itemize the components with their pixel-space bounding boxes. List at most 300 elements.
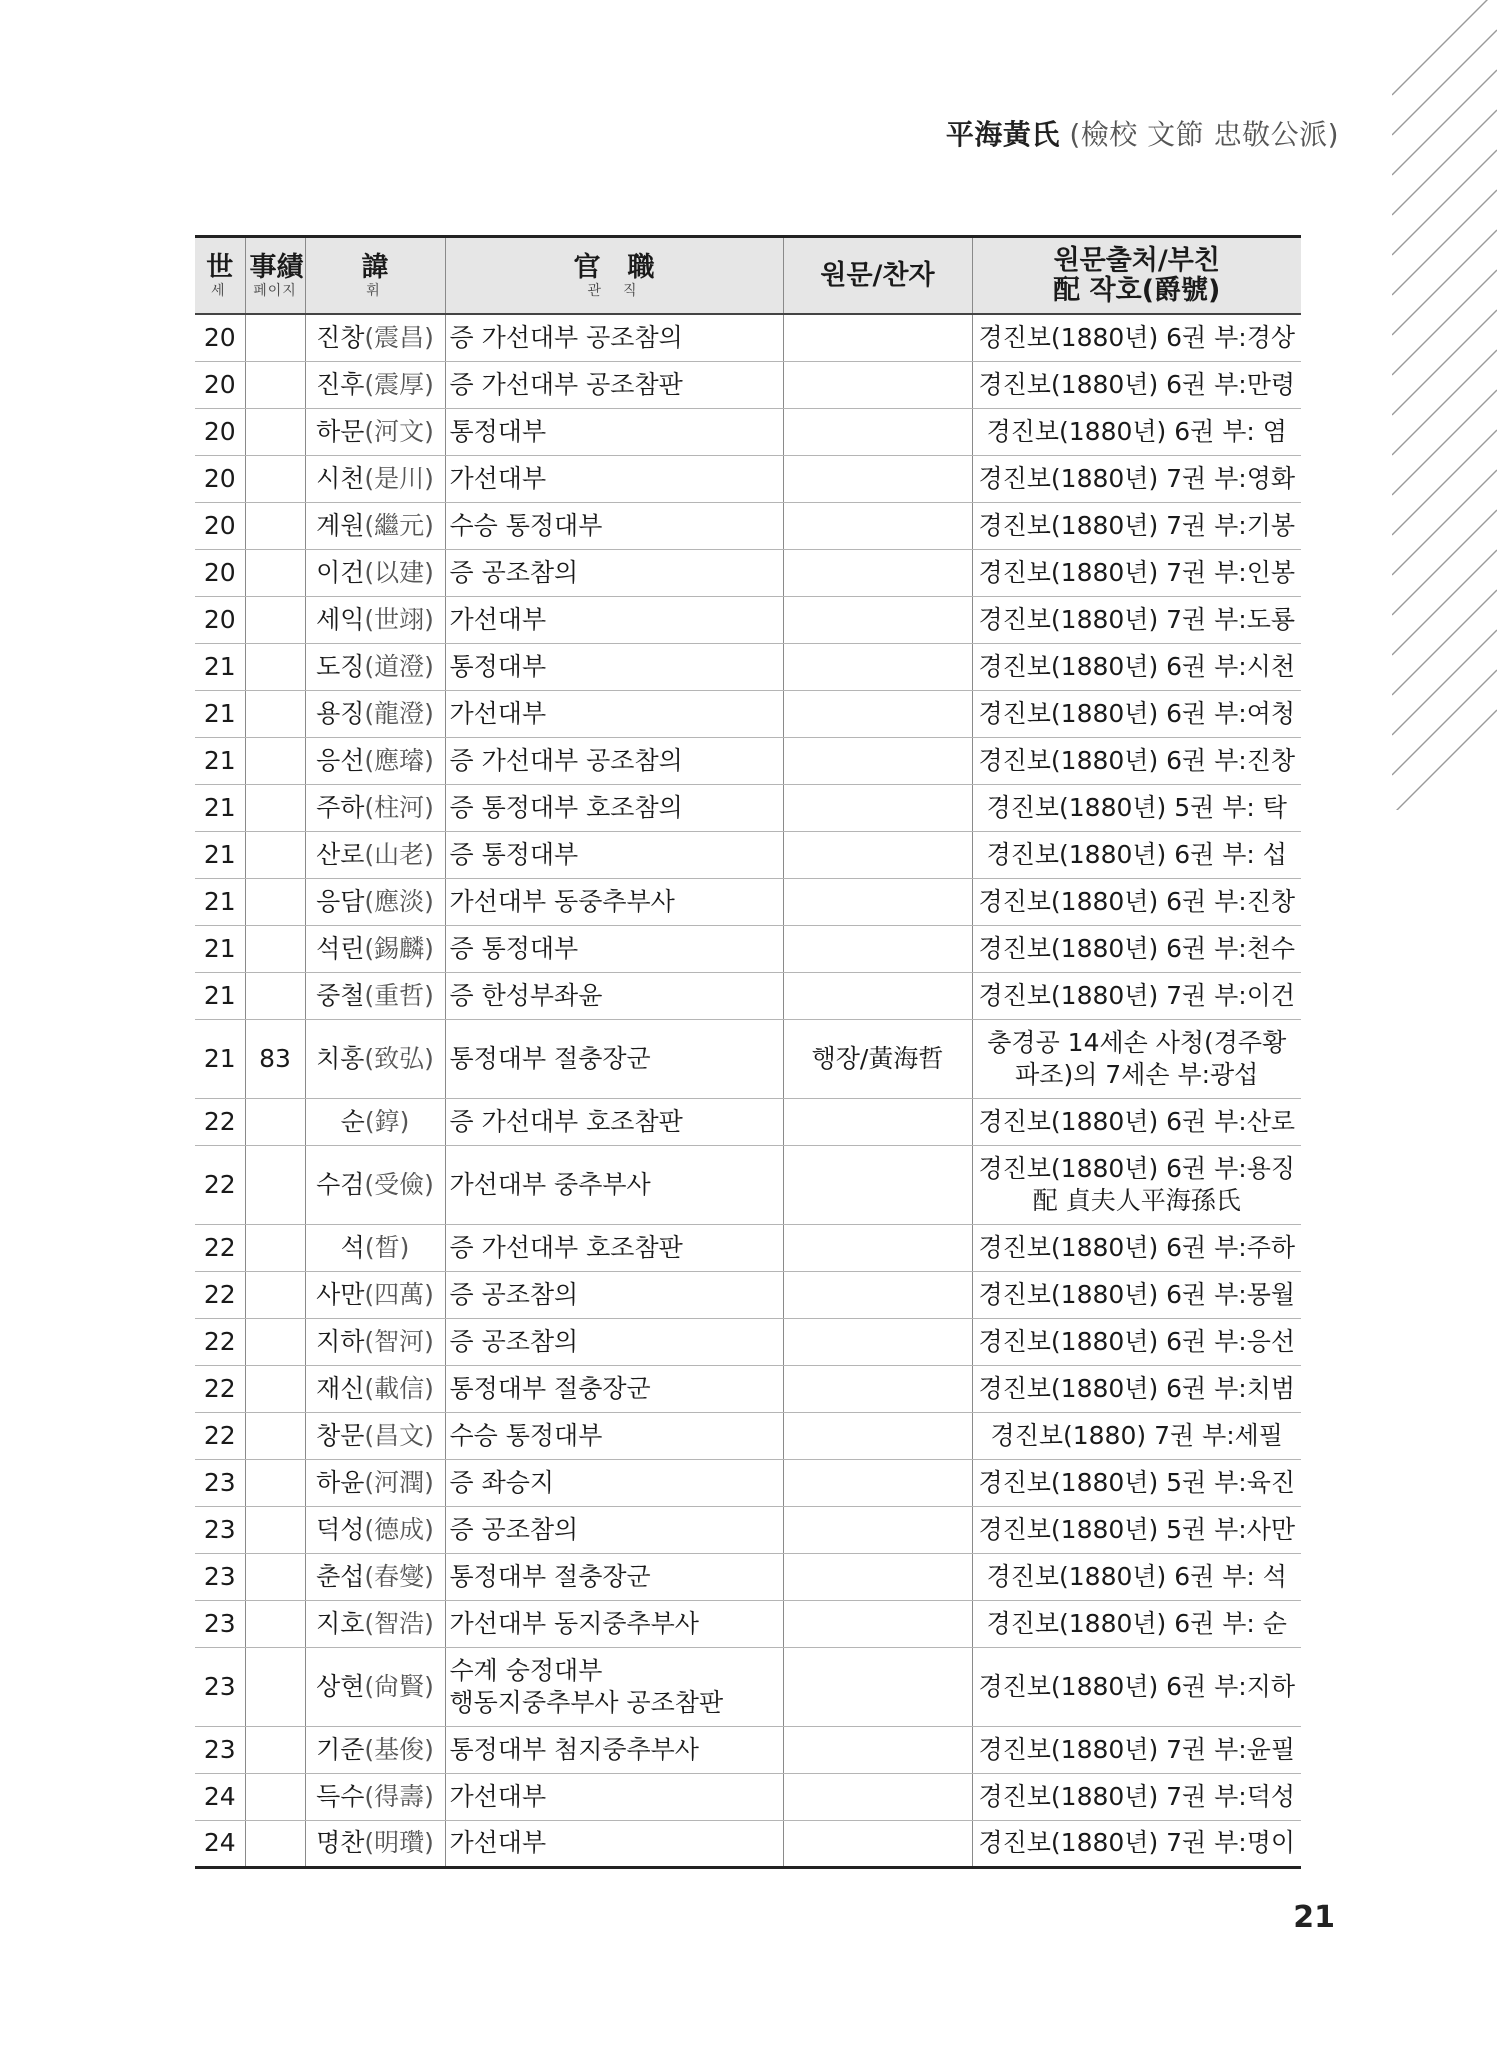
column-header-original-author: 원문/찬자: [783, 237, 972, 315]
source-line: 경진보(1880년) 6권 부:경상: [978, 322, 1296, 352]
cell-generation: [195, 690, 245, 737]
cell-original-author: [783, 502, 972, 549]
generation-value: 23: [203, 1608, 236, 1638]
cell-page: [245, 314, 305, 361]
cell-original-author: [783, 1412, 972, 1459]
cell-office: [445, 549, 783, 596]
source-line: 충경공 14세손 사청(경주황: [987, 1027, 1287, 1057]
cell-name: [305, 1412, 445, 1459]
table-row: [195, 831, 1301, 878]
office-line: 증 한성부좌윤: [449, 980, 603, 1010]
cell-original-author: [783, 408, 972, 455]
cell-source-father: [972, 1019, 1301, 1098]
cell-page: [245, 1647, 305, 1726]
cell-original-author: [783, 1647, 972, 1726]
generation-value: 21: [203, 698, 236, 728]
office-line: 통정대부 첨지중추부사: [449, 1734, 699, 1764]
cell-name: [305, 1553, 445, 1600]
cell-source-father: [972, 408, 1301, 455]
name-hanja: (錞): [364, 1106, 410, 1136]
cell-generation: [195, 502, 245, 549]
cell-office: [445, 925, 783, 972]
cell-office: [445, 1412, 783, 1459]
cell-generation: [195, 878, 245, 925]
table-row: [195, 1098, 1301, 1145]
source-line: 경진보(1880) 7권 부:세필: [990, 1420, 1283, 1450]
table-row: [195, 361, 1301, 408]
office-line: 가선대부 동중추부사: [449, 886, 675, 916]
generation-value: 21: [203, 745, 236, 775]
cell-office: [445, 1773, 783, 1820]
column-header-page: 事績 페이지: [245, 237, 305, 315]
source-line: 경진보(1880년) 7권 부:영화: [978, 463, 1296, 493]
cell-source-father: [972, 1318, 1301, 1365]
cell-page: [245, 1098, 305, 1145]
cell-original-author: [783, 643, 972, 690]
cell-page: [245, 784, 305, 831]
cell-source-father: [972, 502, 1301, 549]
source-line: 경진보(1880년) 7권 부:이건: [978, 980, 1296, 1010]
source-line: 경진보(1880년) 6권 부:만령: [978, 369, 1296, 399]
source-line: 경진보(1880년) 7권 부:인봉: [978, 557, 1296, 587]
name-hangul: 상현: [316, 1671, 365, 1701]
generation-value: 24: [203, 1781, 236, 1811]
cell-generation: [195, 1365, 245, 1412]
cell-generation: [195, 1647, 245, 1726]
office-line: 통정대부 절충장군: [449, 1373, 651, 1403]
source-line: 경진보(1880년) 6권 부:시천: [978, 651, 1296, 681]
source-line: 경진보(1880년) 6권 부: 석: [986, 1561, 1287, 1591]
name-hanja: (得壽): [364, 1781, 434, 1811]
cell-name: [305, 1145, 445, 1224]
cell-office: [445, 1726, 783, 1773]
cell-page: [245, 455, 305, 502]
source-line: 경진보(1880년) 6권 부:여청: [978, 698, 1296, 728]
table-row: [195, 1553, 1301, 1600]
generation-value: 20: [203, 322, 236, 352]
cell-name: [305, 455, 445, 502]
diagonal-stripes-decoration: [1392, 0, 1497, 810]
name-hanja: (載信): [364, 1373, 434, 1403]
source-line: 경진보(1880년) 6권 부:진창: [978, 886, 1296, 916]
name-hanja: (河文): [364, 416, 434, 446]
cell-name: [305, 690, 445, 737]
table-row: [195, 1506, 1301, 1553]
cell-original-author: [783, 1773, 972, 1820]
name-hangul: 시천: [316, 463, 365, 493]
cell-original-author: [783, 1820, 972, 1867]
cell-source-father: [972, 1726, 1301, 1773]
cell-office: [445, 1019, 783, 1098]
cell-page: [245, 690, 305, 737]
cell-original-author: [783, 1271, 972, 1318]
generation-value: 21: [203, 839, 236, 869]
cell-page: [245, 596, 305, 643]
source-line: 경진보(1880년) 6권 부: 순: [986, 1608, 1287, 1638]
cell-generation: [195, 643, 245, 690]
cell-source-father: [972, 1773, 1301, 1820]
cell-source-father: [972, 737, 1301, 784]
cell-generation: [195, 361, 245, 408]
cell-office: [445, 1271, 783, 1318]
cell-name: [305, 361, 445, 408]
generation-value: 20: [203, 604, 236, 634]
cell-generation: [195, 549, 245, 596]
name-hanja: (柱河): [364, 792, 434, 822]
table-header-row: [195, 237, 1301, 315]
office-line: 통정대부: [449, 651, 547, 681]
name-hangul: 득수: [316, 1781, 365, 1811]
office-line: 통정대부 절충장군: [449, 1043, 651, 1073]
table-row: [195, 1271, 1301, 1318]
source-line: 配 貞夫人平海孫氏: [1032, 1185, 1241, 1215]
office-line: 가선대부: [449, 463, 547, 493]
cell-source-father: [972, 1412, 1301, 1459]
source-line: 경진보(1880년) 6권 부:지하: [978, 1671, 1296, 1701]
cell-office: [445, 1553, 783, 1600]
cell-source-father: [972, 596, 1301, 643]
name-hangul: 춘섭: [316, 1561, 365, 1591]
office-line: 증 통정대부: [449, 839, 579, 869]
cell-page: [245, 1726, 305, 1773]
table-row: [195, 878, 1301, 925]
cell-page: [245, 925, 305, 972]
cell-generation: [195, 596, 245, 643]
cell-source-father: [972, 1098, 1301, 1145]
cell-office: [445, 1647, 783, 1726]
cell-generation: [195, 784, 245, 831]
cell-page: [245, 1318, 305, 1365]
office-line: 증 가선대부 호조참판: [449, 1106, 683, 1136]
source-line: 경진보(1880년) 7권 부:명이: [978, 1828, 1296, 1857]
office-line: 가선대부: [449, 1828, 547, 1857]
cell-office: [445, 1459, 783, 1506]
cell-source-father: [972, 690, 1301, 737]
cell-office: [445, 643, 783, 690]
cell-generation: [195, 1318, 245, 1365]
cell-page: [245, 1412, 305, 1459]
cell-page: [245, 737, 305, 784]
cell-name: [305, 1647, 445, 1726]
generation-value: 21: [203, 933, 236, 963]
table-row: [195, 1820, 1301, 1867]
source-line: 경진보(1880년) 6권 부:천수: [978, 933, 1296, 963]
source-line: 경진보(1880년) 6권 부: 섭: [986, 839, 1287, 869]
generation-value: 22: [203, 1106, 236, 1136]
cell-page: [245, 878, 305, 925]
name-hangul: 주하: [316, 792, 365, 822]
cell-office: [445, 1506, 783, 1553]
source-line: 경진보(1880년) 7권 부:덕성: [978, 1781, 1296, 1811]
cell-name: [305, 1820, 445, 1867]
office-line: 증 공조참의: [449, 557, 579, 587]
table-row: [195, 1600, 1301, 1647]
name-hangul: 도징: [316, 651, 365, 681]
generation-value: 21: [203, 1043, 236, 1073]
generation-value: 23: [203, 1467, 236, 1497]
name-hangul: 진창: [316, 322, 365, 352]
name-hanja: (四萬): [364, 1279, 434, 1309]
cell-generation: [195, 1553, 245, 1600]
generation-value: 23: [203, 1734, 236, 1764]
source-line: 경진보(1880년) 7권 부:기봉: [978, 510, 1296, 540]
office-line: 행동지중추부사 공조참판: [449, 1687, 724, 1717]
table-row: [195, 1459, 1301, 1506]
source-line: 경진보(1880년) 6권 부:응선: [978, 1326, 1296, 1356]
name-hanja: (錫麟): [364, 933, 434, 963]
cell-original-author: [783, 831, 972, 878]
name-hanja: (繼元): [364, 510, 434, 540]
name-hanja: (河潤): [364, 1467, 434, 1497]
cell-original-author: [783, 737, 972, 784]
office-line: 증 가선대부 호조참판: [449, 1232, 683, 1262]
table-row: [195, 596, 1301, 643]
table-row: [195, 1145, 1301, 1224]
table-row: [195, 1647, 1301, 1726]
cell-generation: [195, 831, 245, 878]
cell-page: [245, 549, 305, 596]
cell-original-author: [783, 1019, 972, 1098]
table-row: [195, 784, 1301, 831]
cell-generation: [195, 737, 245, 784]
cell-generation: [195, 1726, 245, 1773]
cell-name: [305, 925, 445, 972]
cell-original-author: [783, 1600, 972, 1647]
generation-value: 24: [203, 1828, 236, 1857]
cell-name: [305, 408, 445, 455]
cell-source-father: [972, 878, 1301, 925]
cell-office: [445, 1365, 783, 1412]
cell-original-author: [783, 1145, 972, 1224]
cell-source-father: [972, 784, 1301, 831]
name-hanja: (山老): [364, 839, 434, 869]
table-row: [195, 925, 1301, 972]
generation-value: 20: [203, 463, 236, 493]
generation-value: 22: [203, 1420, 236, 1450]
name-hangul: 순: [340, 1106, 365, 1136]
cell-source-father: [972, 1600, 1301, 1647]
name-hanja: (重哲): [364, 980, 434, 1010]
running-header-subtitle: (檢校 文節 忠敬公派): [1069, 118, 1339, 151]
source-line: 경진보(1880년) 5권 부:육진: [978, 1467, 1296, 1497]
cell-page: [245, 1019, 305, 1098]
name-hanja: (尙賢): [364, 1671, 434, 1701]
cell-page: [245, 972, 305, 1019]
name-hangul: 세익: [316, 604, 365, 634]
name-hanja: (基俊): [364, 1734, 434, 1764]
cell-name: [305, 1271, 445, 1318]
generation-value: 21: [203, 792, 236, 822]
office-line: 수승 통정대부: [449, 1420, 603, 1450]
generation-value: 23: [203, 1514, 236, 1544]
generation-value: 22: [203, 1326, 236, 1356]
cell-name: [305, 737, 445, 784]
name-hangul: 이건: [316, 557, 365, 587]
name-hangul: 응담: [316, 886, 365, 916]
cell-generation: [195, 925, 245, 972]
name-hangul: 수검: [316, 1169, 365, 1199]
source-line: 경진보(1880년) 6권 부: 염: [986, 416, 1287, 446]
cell-generation: [195, 972, 245, 1019]
name-hanja: (世翊): [364, 604, 434, 634]
cell-source-father: [972, 1506, 1301, 1553]
cell-generation: [195, 314, 245, 361]
table-row: [195, 1412, 1301, 1459]
cell-original-author: [783, 455, 972, 502]
cell-generation: [195, 1098, 245, 1145]
table-body: [195, 314, 1301, 1867]
generation-value: 20: [203, 416, 236, 446]
name-hanja: (道澄): [364, 651, 434, 681]
genealogy-table: [195, 235, 1301, 1869]
cell-page: [245, 1365, 305, 1412]
generation-value: 22: [203, 1279, 236, 1309]
cell-name: [305, 1459, 445, 1506]
cell-original-author: [783, 1224, 972, 1271]
name-hanja: (應璿): [364, 745, 434, 775]
cell-source-father: [972, 1459, 1301, 1506]
cell-name: [305, 502, 445, 549]
name-hanja: (以建): [364, 557, 434, 587]
office-line: 증 가선대부 공조참판: [449, 369, 683, 399]
office-line: 수승 통정대부: [449, 510, 603, 540]
name-hangul: 산로: [316, 839, 365, 869]
cell-original-author: [783, 878, 972, 925]
cell-name: [305, 1506, 445, 1553]
cell-name: [305, 596, 445, 643]
cell-name: [305, 1019, 445, 1098]
name-hanja: (龍澄): [364, 698, 434, 728]
cell-page: [245, 502, 305, 549]
table-row: [195, 737, 1301, 784]
cell-page: [245, 831, 305, 878]
cell-original-author: [783, 925, 972, 972]
generation-value: 22: [203, 1169, 236, 1199]
table-row: [195, 502, 1301, 549]
cell-original-author: [783, 361, 972, 408]
source-line: 경진보(1880년) 7권 부:윤필: [978, 1734, 1296, 1764]
cell-office: [445, 831, 783, 878]
generation-value: 22: [203, 1373, 236, 1403]
cell-office: [445, 314, 783, 361]
cell-name: [305, 1318, 445, 1365]
page-number: 21: [1293, 1900, 1335, 1935]
generation-value: 21: [203, 980, 236, 1010]
name-hangul: 응선: [316, 745, 365, 775]
cell-generation: [195, 1224, 245, 1271]
table-row: [195, 1019, 1301, 1098]
cell-original-author: [783, 1365, 972, 1412]
office-line: 가선대부 중추부사: [449, 1169, 651, 1199]
cell-office: [445, 972, 783, 1019]
cell-original-author: [783, 1506, 972, 1553]
name-hangul: 재신: [316, 1373, 365, 1403]
cell-original-author: [783, 972, 972, 1019]
name-hangul: 진후: [316, 369, 365, 399]
cell-name: [305, 643, 445, 690]
source-line: 경진보(1880년) 6권 부:산로: [978, 1106, 1296, 1136]
cell-original-author: [783, 314, 972, 361]
office-line: 수계 숭정대부: [449, 1655, 603, 1685]
table-row: [195, 455, 1301, 502]
cell-source-father: [972, 643, 1301, 690]
cell-original-author: [783, 1553, 972, 1600]
generation-value: 20: [203, 369, 236, 399]
cell-page: [245, 1553, 305, 1600]
source-line: 경진보(1880년) 6권 부:용징: [978, 1153, 1296, 1183]
name-hangul: 용징: [316, 698, 365, 728]
generation-value: 21: [203, 886, 236, 916]
cell-office: [445, 596, 783, 643]
cell-source-father: [972, 1820, 1301, 1867]
name-hanja: (昌文): [364, 1420, 434, 1450]
original-author-value: 행장/黃海哲: [811, 1043, 944, 1073]
office-line: 증 좌승지: [449, 1467, 555, 1497]
cell-page: [245, 1271, 305, 1318]
name-hanja: (受儉): [364, 1169, 434, 1199]
cell-office: [445, 690, 783, 737]
cell-office: [445, 1145, 783, 1224]
office-line: 통정대부 절충장군: [449, 1561, 651, 1591]
cell-office: [445, 361, 783, 408]
cell-source-father: [972, 1271, 1301, 1318]
source-line: 경진보(1880년) 6권 부:진창: [978, 745, 1296, 775]
name-hanja: (明瓚): [364, 1828, 434, 1857]
source-line: 경진보(1880년) 6권 부:치범: [978, 1373, 1296, 1403]
running-header: [946, 113, 1339, 153]
name-hangul: 치홍: [316, 1043, 365, 1073]
cell-source-father: [972, 455, 1301, 502]
cell-name: [305, 314, 445, 361]
cell-generation: [195, 1600, 245, 1647]
cell-original-author: [783, 690, 972, 737]
cell-office: [445, 1098, 783, 1145]
cell-original-author: [783, 1318, 972, 1365]
generation-value: 23: [203, 1561, 236, 1591]
table-row: [195, 1726, 1301, 1773]
generation-value: 20: [203, 557, 236, 587]
name-hanja: (春燮): [364, 1561, 434, 1591]
cell-original-author: [783, 1459, 972, 1506]
generation-value: 20: [203, 510, 236, 540]
cell-office: [445, 1318, 783, 1365]
name-hangul: 석: [340, 1232, 365, 1262]
table-row: [195, 1773, 1301, 1820]
office-line: 증 공조참의: [449, 1326, 579, 1356]
name-hanja: (智浩): [364, 1608, 434, 1638]
cell-name: [305, 1365, 445, 1412]
source-line: 경진보(1880년) 5권 부: 탁: [986, 792, 1287, 822]
cell-generation: [195, 1506, 245, 1553]
cell-source-father: [972, 972, 1301, 1019]
cell-generation: [195, 1820, 245, 1867]
office-line: 가선대부: [449, 1781, 547, 1811]
cell-page: [245, 643, 305, 690]
cell-page: [245, 361, 305, 408]
office-line: 가선대부: [449, 698, 547, 728]
generation-value: 22: [203, 1232, 236, 1262]
cell-name: [305, 878, 445, 925]
table-row: [195, 643, 1301, 690]
cell-name: [305, 972, 445, 1019]
generation-value: 21: [203, 651, 236, 681]
cell-page: [245, 1506, 305, 1553]
name-hangul: 지호: [316, 1608, 365, 1638]
cell-source-father: [972, 1553, 1301, 1600]
cell-office: [445, 878, 783, 925]
cell-name: [305, 1224, 445, 1271]
table-row: [195, 972, 1301, 1019]
